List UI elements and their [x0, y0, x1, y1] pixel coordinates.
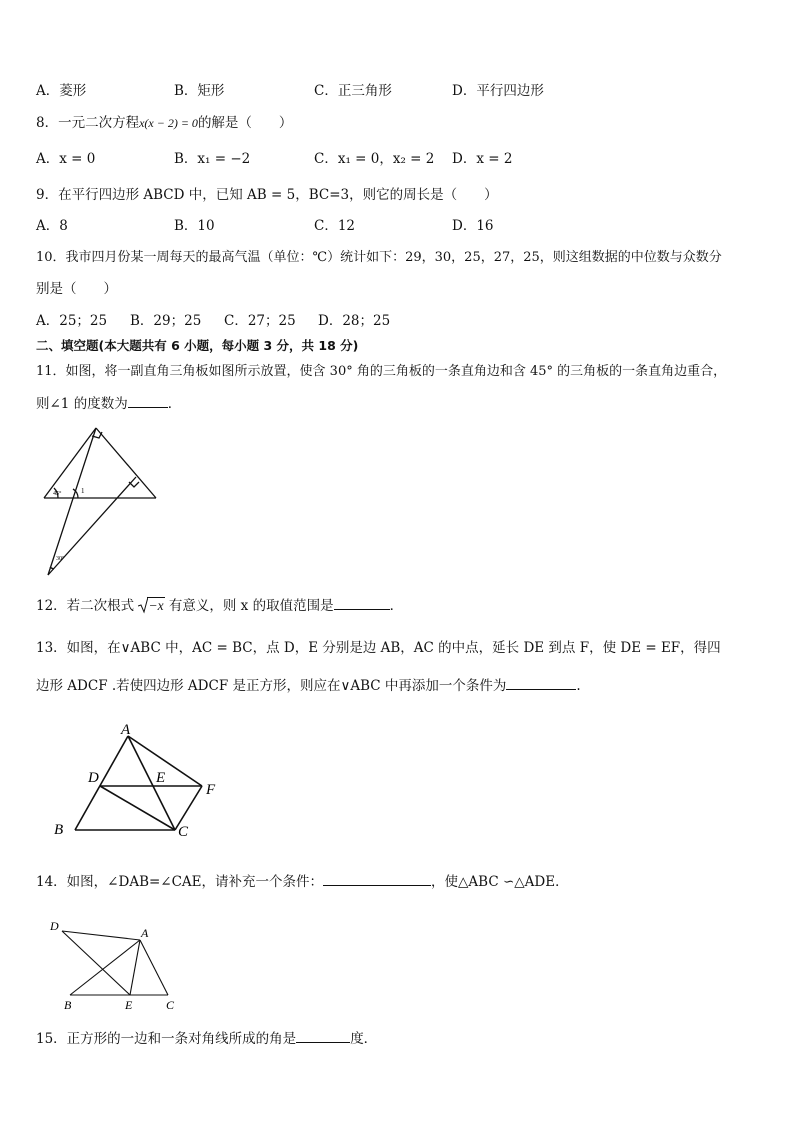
q7-option-c: C．正三角形 — [314, 83, 392, 99]
q13-label-e: E — [156, 770, 166, 786]
q9-option-d: D．16 — [452, 218, 494, 234]
q14-segment-ae — [130, 940, 140, 995]
q12-radical — [138, 596, 164, 616]
section-2-heading: 二、填空题(本大题共有 6 小题，每小题 3 分，共 18 分) — [36, 338, 359, 353]
q11-stem-end: ． — [167, 396, 182, 412]
q11-45-hypotenuse — [44, 428, 96, 498]
q11-stem-line2 — [36, 394, 181, 414]
q8-option-d: D．x = 2 — [452, 151, 513, 167]
q13-stem-text: 边形 ADCF .若使四边形 ADCF 是正方形，则应在∨ABC 中再添加一个条件为 — [36, 678, 507, 694]
q8-option-b: B．x₁ = −2 — [174, 151, 251, 167]
q14-label-b: B — [64, 998, 72, 1012]
q8-equation: x(x − 2) = 0 — [139, 116, 198, 130]
q14-stem-post: ，使△ABC ∽△ADE． — [431, 874, 569, 890]
q11-stem-line1: 11．如图，将一副直角三角板如图所示放置，使含 30° 角的三角板的一条直角边和含 45° 的三角板的一条直角边重合， — [36, 364, 727, 379]
q8-stem — [36, 113, 292, 133]
q10-stem-line1: 10．我市四月份某一周每天的最高气温（单位：℃）统计如下：29，30，25，27，25，则这组数据的中位数与众数分 — [36, 250, 722, 265]
q14-label-a: A — [141, 926, 149, 940]
q14-label-e: E — [125, 998, 133, 1012]
q8-stem-post: 的解是（ ） — [197, 115, 293, 131]
q13-label-b: B — [54, 822, 64, 838]
q11-right-angle-mark-mid — [129, 482, 139, 487]
q13-stem-line1: 13．如图，在∨ABC 中，AC = BC，点 D，E 分别是边 AB，AC 的中点，延长 DE 到点 F，使 DE = EF，得四 — [36, 640, 721, 656]
q12-stem-end: ． — [389, 598, 404, 614]
q7-option-d: D．平行四边形 — [452, 83, 544, 99]
q8-stem-pre: 8．一元二次方程 — [36, 115, 140, 131]
q13-answer-blank[interactable] — [506, 676, 576, 690]
q9-option-b: B．10 — [174, 218, 215, 234]
q11-30-long-leg — [48, 428, 96, 575]
q14-figure — [44, 915, 194, 1015]
q8-option-a: A．x = 0 — [36, 151, 96, 167]
q11-angle1-label: 1 — [81, 487, 85, 495]
q14-segment-de — [62, 931, 130, 995]
q13-label-c: C — [178, 824, 189, 840]
q14-segment-ac — [140, 940, 168, 995]
q14-segment-da — [62, 931, 140, 940]
q13-stem-line2 — [36, 676, 581, 696]
q14-label-d: D — [50, 919, 59, 933]
q12-stem-pre: 12．若二次根式 — [36, 598, 135, 614]
q10-option-c: C．27；25 — [224, 313, 296, 329]
q14-stem-pre: 14．如图，∠DAB=∠CAE，请补充一个条件： — [36, 874, 324, 890]
q10-option-a: A．25；25 — [36, 313, 108, 329]
q9-stem: 9．在平行四边形 ABCD 中，已知 AB = 5，BC=3，则它的周长是（ ） — [36, 187, 498, 203]
q14-label-c: C — [166, 998, 175, 1012]
q10-option-d: D．28；25 — [318, 313, 391, 329]
q13-label-a: A — [121, 722, 131, 738]
q9-option-c: C．12 — [314, 218, 356, 234]
q8-option-c: C．x₁ = 0，x₂ = 2 — [314, 151, 435, 167]
q13-label-d: D — [88, 770, 99, 786]
q15-stem-pre: 15．正方形的一边和一条对角线所成的角是 — [36, 1031, 297, 1047]
q10-stem-line2: 别是（ ） — [36, 281, 117, 297]
q12-sqrt-icon — [138, 596, 148, 614]
q13-label-f: F — [206, 782, 216, 798]
q12-stem — [36, 596, 403, 616]
q14-answer-blank[interactable] — [323, 872, 431, 886]
q13-side-ab — [75, 736, 128, 830]
q12-answer-blank[interactable] — [334, 596, 390, 610]
q15-answer-blank[interactable] — [296, 1029, 350, 1043]
q9-option-a: A．8 — [36, 218, 68, 234]
q15-stem-post: 度． — [350, 1031, 378, 1047]
q7-option-b: B．矩形 — [174, 83, 225, 99]
q13-stem-end: . — [576, 678, 581, 694]
q11-stem-text: 则∠1 的度数为 — [36, 396, 128, 412]
q11-angle30-label: 30° — [56, 556, 65, 562]
q14-stem — [36, 872, 569, 892]
q10-option-b: B．29；25 — [130, 313, 202, 329]
q11-angle45-label: 45° — [53, 491, 62, 497]
q12-radicand: −x — [148, 598, 164, 613]
q11-answer-blank[interactable] — [128, 394, 168, 408]
q15-stem — [36, 1029, 377, 1049]
q7-option-a: A．菱形 — [36, 83, 87, 99]
q11-figure — [36, 420, 166, 585]
q12-stem-mid: 有意义，则 x 的取值范围是 — [168, 598, 334, 614]
q13-figure — [50, 718, 230, 840]
